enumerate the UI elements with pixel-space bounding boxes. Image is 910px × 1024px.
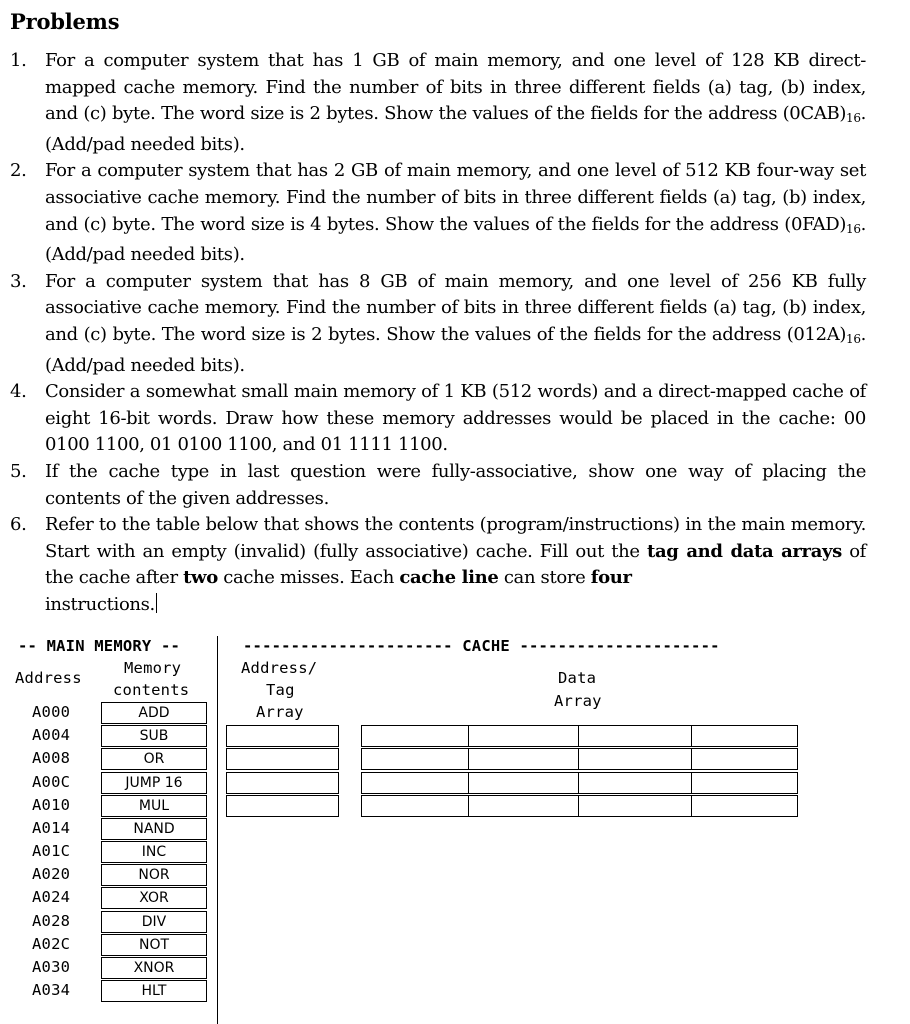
memory-content-cell: NAND — [101, 818, 207, 840]
memory-content-cell: NOT — [101, 934, 207, 956]
problem-number: 5. — [10, 460, 27, 482]
problem-item-6 — [0, 512, 866, 618]
memory-content-cell: XOR — [101, 887, 207, 909]
data-array-label-1: Data — [558, 669, 597, 687]
problem-text: Consider a somewhat small main memory of 1 KB (512 words) and a direct-mapped cache of eight 16-bit words. Draw how these memory addresses would be placed in the cache: 00 0100 1100, 01 0100 1100, and 01 1111 1100. — [45, 381, 866, 456]
section-heading: Problems — [10, 9, 120, 34]
data-array-cell[interactable] — [468, 772, 579, 794]
problem-text: instructions. — [45, 593, 155, 615]
problem-text: cache misses. Each — [223, 567, 394, 589]
problem-text: Refer to the table below that shows the contents (program/instructions) in the main memory. Start with an empty (invalid) (fully associative) cache. Fill out the — [45, 514, 866, 562]
tag-array-label-3: Array — [256, 703, 304, 721]
contents-column-label-1: Memory — [124, 659, 182, 677]
tag-array-cell[interactable] — [226, 772, 339, 794]
bold-text: cache line — [399, 567, 499, 589]
memory-content-cell: JUMP 16 — [101, 772, 207, 794]
subscript: 16 — [846, 331, 861, 346]
address-column-label: Address — [15, 669, 82, 687]
contents-column-label-2: contents — [113, 681, 190, 699]
data-array-cell[interactable] — [361, 772, 469, 794]
tag-array-label-1: Address/ — [241, 659, 318, 677]
tag-array-cell[interactable] — [226, 725, 339, 747]
data-array-cell[interactable] — [361, 748, 469, 770]
data-array-cell[interactable] — [691, 795, 798, 817]
data-array-cell[interactable] — [578, 748, 692, 770]
problem-text-end: . (Add/pad needed bits). — [45, 213, 866, 266]
text-cursor — [156, 593, 157, 613]
memory-content-cell: ADD — [101, 702, 207, 724]
problem-number: 4. — [10, 381, 27, 403]
data-array-cell[interactable] — [468, 748, 579, 770]
problem-text: For a computer system that has 1 GB of main memory, and one level of 128 KB direct-mapped cache memory. Find the number of bits in three different fields (a) tag, (b) index, and (c) byte. The word size is 2 bytes. Show the values of the fields for the address (0CAB) — [45, 50, 866, 125]
memory-address: A004 — [32, 726, 71, 744]
data-array-label-2: Array — [554, 692, 602, 710]
memory-content-cell: SUB — [101, 725, 207, 747]
cache-header-title: CACHE — [462, 637, 510, 655]
main-memory-header: -- MAIN MEMORY -- — [18, 637, 181, 655]
memory-address: A000 — [32, 703, 71, 721]
problem-item-3 — [0, 269, 866, 379]
memory-content-cell: HLT — [101, 980, 207, 1002]
memory-content-cell: XNOR — [101, 957, 207, 979]
tag-array-cell[interactable] — [226, 795, 339, 817]
problem-text-end: . (Add/pad needed bits). — [45, 103, 866, 155]
data-array-cell[interactable] — [361, 795, 469, 817]
memory-content-cell: MUL — [101, 795, 207, 817]
data-array-cell[interactable] — [691, 725, 798, 747]
problem-list — [0, 48, 866, 618]
memory-address: A00C — [32, 773, 71, 791]
problem-item-5 — [0, 459, 866, 512]
problem-text: For a computer system that has 8 GB of main memory, and one level of 256 KB fully associative cache memory. Find the number of bits in three different fields (a) tag, (b) index, and (c) byte. The word size is 2 bytes. Show the values of the fields for the address (012A) — [45, 270, 866, 345]
data-array-cell[interactable] — [578, 795, 692, 817]
data-array-cell[interactable] — [578, 772, 692, 794]
memory-address: A024 — [32, 888, 71, 906]
problem-number: 2. — [10, 160, 27, 182]
problem-number: 6. — [10, 514, 27, 536]
problem-item-4 — [0, 379, 866, 459]
subscript: 16 — [846, 221, 861, 236]
data-array-cell[interactable] — [578, 725, 692, 747]
bold-text: two — [183, 567, 218, 589]
cache-header-dashes-right: --------------------- — [519, 637, 720, 655]
problem-item-1 — [0, 48, 866, 158]
memory-address: A02C — [32, 935, 71, 953]
memory-address: A010 — [32, 796, 71, 814]
tag-array-label-2: Tag — [266, 681, 295, 699]
problem-text: of the cache after — [45, 540, 866, 589]
data-array-cell[interactable] — [691, 748, 798, 770]
memory-address: A014 — [32, 819, 71, 837]
memory-content-cell: OR — [101, 748, 207, 770]
memory-address: A034 — [32, 981, 71, 999]
problem-number: 3. — [10, 270, 27, 292]
bold-text: tag and data arrays — [647, 540, 842, 562]
subscript: 16 — [846, 111, 861, 126]
data-array-cell[interactable] — [361, 725, 469, 747]
problem-number: 1. — [10, 50, 27, 71]
problem-text: For a computer system that has 2 GB of main memory, and one level of 512 KB four-way set associative cache memory. Find the number of bits in three different fields (a) tag, (b) index, and (c) byte. The word size is 4 bytes. Show the values of the fields for the address (0FAD) — [45, 160, 866, 235]
bold-text: four — [590, 567, 632, 589]
memory-address: A028 — [32, 912, 71, 930]
memory-address: A030 — [32, 958, 71, 976]
problem-item-2 — [0, 158, 866, 268]
section-divider — [217, 636, 218, 1024]
memory-content-cell: NOR — [101, 864, 207, 886]
memory-content-cell: INC — [101, 841, 207, 863]
problem-text: If the cache type in last question were fully-associative, show one way of placing the contents of the given addresses. — [45, 460, 866, 509]
data-array-cell[interactable] — [691, 772, 798, 794]
memory-address: A020 — [32, 865, 71, 883]
memory-address: A008 — [32, 749, 71, 767]
cache-header-dashes-left: ---------------------- — [243, 637, 453, 655]
tag-array-cell[interactable] — [226, 748, 339, 770]
data-array-cell[interactable] — [468, 725, 579, 747]
data-array-cell[interactable] — [468, 795, 579, 817]
memory-address: A01C — [32, 842, 71, 860]
memory-content-cell: DIV — [101, 911, 207, 933]
problem-text-end: . (Add/pad needed bits). — [45, 323, 866, 376]
cache-header — [243, 637, 720, 655]
problem-text: can store — [503, 567, 586, 589]
